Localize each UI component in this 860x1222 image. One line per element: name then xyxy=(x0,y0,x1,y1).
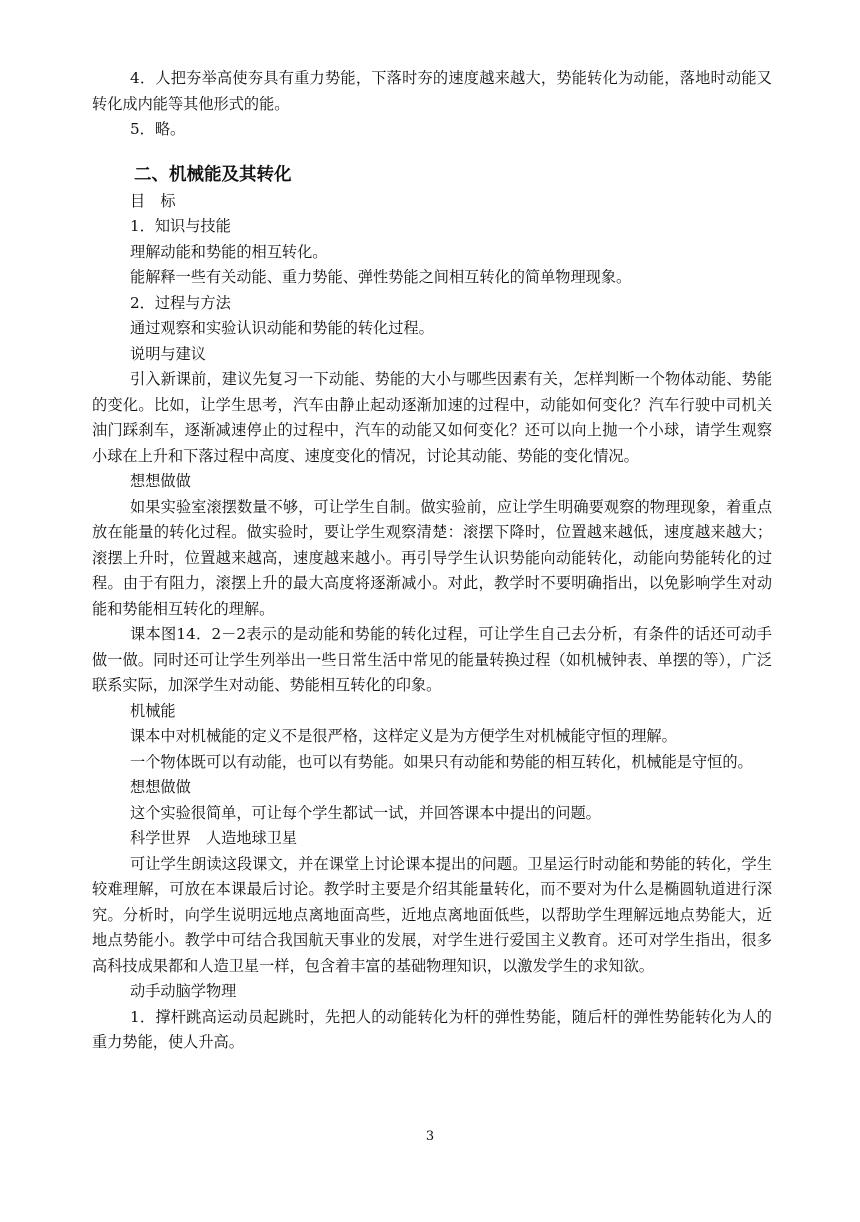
subheading-try-it-1: 想想做做 xyxy=(130,472,191,490)
subheading-try-it-2: 想想做做 xyxy=(130,778,191,796)
objective-knowledge-title: 1．知识与技能 xyxy=(130,217,231,235)
section-heading: 二、机械能及其转化 xyxy=(134,164,292,185)
paragraph-satellite: 可让学生朗读这段课文，并在课堂上讨论课本提出的问题。卫星运行时动能和势能的转化，学生较难理解，可放在本课最后讨论。教学时主要是介绍其能量转化，而不要对为什么是椭圆轨道进行深究。分析时，向学生说明远地点离地面高些，近地点离地面低些，以帮助学生理解远地点势能大，近地点势能小。教学中可结合我国航天事业的发展，对学生进行爱国主义教育。还可对学生指出，很多高科技成果都和人造卫星一样，包含着丰富的基础物理知识，以激发学生的求知欲。 xyxy=(92,854,772,975)
objective-knowledge-1: 理解动能和势能的相互转化。 xyxy=(130,242,328,261)
paragraph-simple-experiment: 这个实验很简单，可让每个学生都试一试，并回答课本中提出的问题。 xyxy=(130,803,601,822)
paragraph-pole-vault: 1．撑杆跳高运动员起跳时，先把人的动能转化为杆的弹性势能，随后杆的弹性势能转化为人的重力势能，使人升高。 xyxy=(92,1007,772,1051)
subheading-mechanical-energy: 机械能 xyxy=(130,701,176,720)
paragraph-figure: 课本图14．2－2表示的是动能和势能的转化过程，可让学生自己去分析，有条件的话还可动手做一做。同时还可让学生列举出一些日常生活中常见的能量转换过程（如机械钟表、单摆的等），广泛联系实际，加深学生对动能、势能相互转化的印象。 xyxy=(92,625,772,694)
subheading-objectives: 目 标 xyxy=(130,191,176,210)
paragraph-definition: 课本中对机械能的定义不是很严格，这样定义是为方便学生对机械能守恒的理解。 xyxy=(130,727,677,745)
paragraph-conservation: 一个物体既可以有动能，也可以有势能。如果只有动能和势能的相互转化，机械能是守恒的。 xyxy=(130,752,753,771)
paragraph-intro: 引入新课前，建议先复习一下动能、势能的大小与哪些因素有关，怎样判断一个物体动能、势能的变化。比如，让学生思考，汽车由静止起动逐渐加速的过程中，动能如何变化？汽车行驶中司机关油门踩刹车，逐渐减速停止的过程中，汽车的动能又如何变化？还可以向上抛一个小球，请学生观察小球在上升和下落过程中高度、速度变化的情况，讨论其动能、势能的变化情况。 xyxy=(92,370,772,465)
paragraph-pendulum: 如果实验室滚摆数量不够，可让学生自制。做实验前，应让学生明确要观察的物理现象，着重点放在能量的转化过程。做实验时，要让学生观察清楚：滚摆下降时，位置越来越低，速度越来越大；滚摆上升时，位置越来越高，速度越来越小。再引导学生认识势能向动能转化，动能向势能转化的过程。由于有阻力，滚摆上升的最大高度将逐渐减小。对此，教学时不要明确指出，以免影响学生对动能和势能相互转化的理解。 xyxy=(92,497,772,618)
subheading-science-world: 科学世界 人造地球卫星 xyxy=(130,829,298,847)
answer-4: 4．人把夯举高使夯具有重力势能，下落时夯的速度越来越大，势能转化为动能，落地时动能又转化成内能等其他形式的能。 xyxy=(92,69,772,113)
answer-5: 5．略。 xyxy=(130,120,186,138)
page-number: 3 xyxy=(425,1129,435,1144)
objective-process-title: 2．过程与方法 xyxy=(130,293,231,312)
subheading-hands-on: 动手动脑学物理 xyxy=(130,982,237,1000)
subheading-suggestions: 说明与建议 xyxy=(130,344,206,363)
page-content xyxy=(92,66,772,1056)
objective-knowledge-2: 能解释一些有关动能、重力势能、弹性势能之间相互转化的简单物理现象。 xyxy=(130,268,632,286)
objective-process-1: 通过观察和实验认识动能和势能的转化过程。 xyxy=(130,319,434,337)
